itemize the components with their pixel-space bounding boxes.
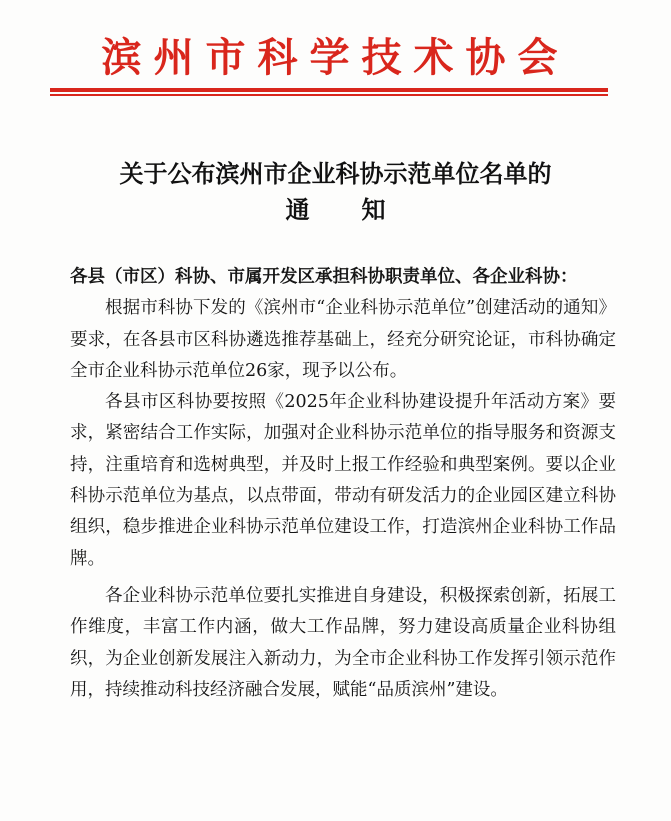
org-letterhead-title: 滨州市科学技术协会 bbox=[101, 34, 570, 81]
notice-body bbox=[70, 262, 616, 706]
body-paragraph-3: 各企业科协示范单位要扎实推进自身建设，积极探索创新，拓展工作维度，丰富工作内涵，做大工作品牌，努力建设高质量企业科协组织，为企业创新发展注入新动力，为全市企业科协工作发挥引领示范作用，持续推动科技经济融合发展，赋能“品质滨州”建设。 bbox=[70, 585, 616, 700]
notice-title-line-2: 通知 bbox=[285, 195, 438, 224]
letterhead-rule-thick bbox=[50, 88, 608, 92]
notice-title-line-1: 关于公布滨州市企业科协示范单位名单的 bbox=[119, 159, 552, 188]
body-paragraph-2: 各县市区科协要按照《2025年企业科协建设提升年活动方案》要求，紧密结合工作实际，加强对企业科协示范单位的指导服务和资源支持，注重培育和选树典型，并及时上报工作经验和典型案例。要以企业科协示范单位为基点，以点带面，带动有研发活力的企业园区建立科协组织，稳步推进企业科协示范单位建设工作，打造滨州企业科协工作品牌。 bbox=[70, 392, 616, 569]
letterhead-rule-thin bbox=[50, 94, 608, 96]
salutation: 各县（市区）科协、市属开发区承担科协职责单位、各企业科协： bbox=[70, 267, 578, 287]
body-paragraph-1: 根据市科协下发的《滨州市“企业科协示范单位”创建活动的通知》要求，在各县市区科协遴选推荐基础上，经充分研究论证，市科协确定全市企业科协示范单位26家，现予以公布。 bbox=[70, 298, 616, 381]
